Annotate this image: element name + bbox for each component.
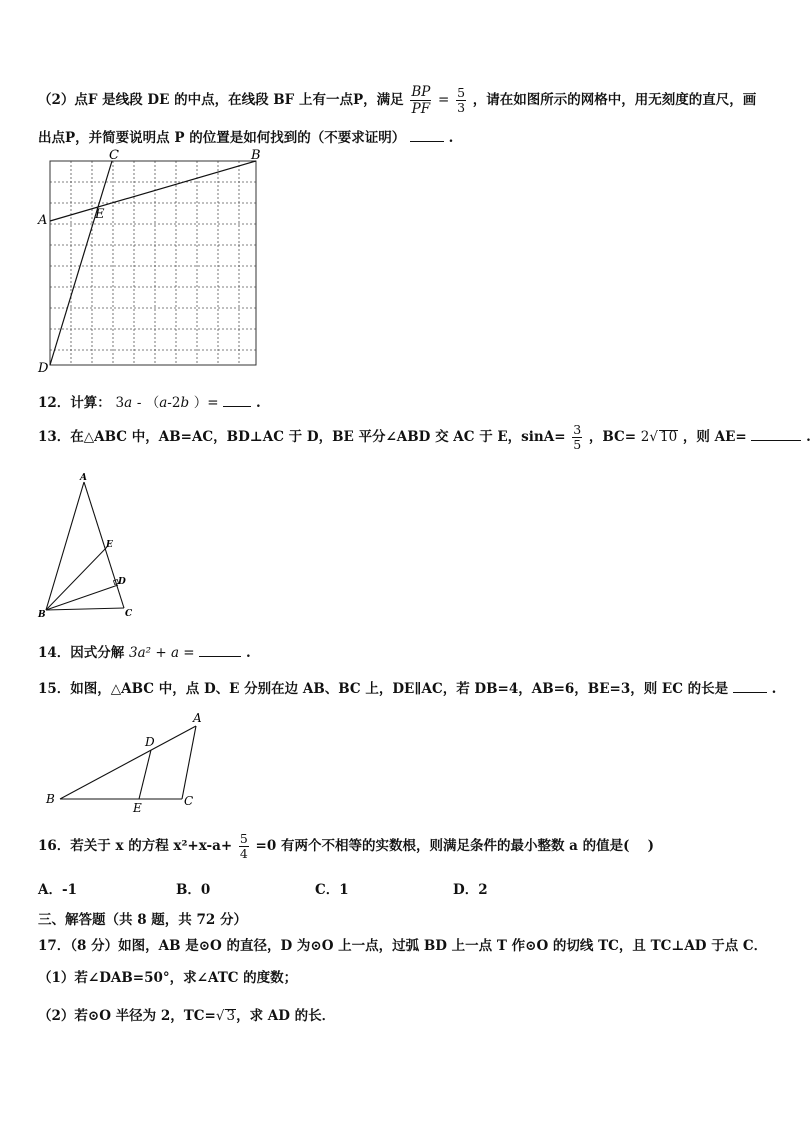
q11-part2-text-cont: ，请在如图所示的网格中，用无刻度的直尺，画 (472, 92, 757, 108)
q13-line (38, 423, 811, 452)
q16-text: 16．若关于 x 的方程 x²+x-a+ (38, 838, 233, 854)
q17-stem: 17．（8 分）如图，AB 是⊙O 的直径，D 为⊙O 上一点，过弧 BD 上一点 T 作⊙O 的切线 TC，且 TC⊥AD 于点 C． (38, 938, 768, 954)
segment-de (139, 750, 151, 799)
q13-end: . (806, 429, 811, 445)
sqrt-sign: √ (649, 429, 658, 445)
similar-triangle-figure (40, 708, 220, 813)
label-b: B (46, 792, 55, 806)
q16-numerator: 5 (239, 831, 248, 846)
label-c: C (109, 148, 119, 163)
segment-cd (50, 161, 112, 365)
answer-blank[interactable] (733, 680, 767, 693)
ratio-value-numerator: 5 (457, 85, 466, 100)
label-b: B (251, 148, 261, 163)
label-d: D (118, 577, 126, 587)
q12-mid: - （ (136, 395, 160, 411)
bc-radicand: 10 (660, 429, 678, 445)
q16-text-cont: =0 有两个不相等的实数根，则满足条件的最小整数 a 的值是( ) (255, 838, 655, 854)
tc-radicand: 3 (226, 1008, 236, 1024)
label-a: A (80, 473, 87, 483)
label-c: C (125, 609, 133, 619)
ratio-fraction (410, 84, 431, 117)
q12-var-a: a (124, 395, 133, 411)
ratio-value-denominator: 3 (457, 100, 466, 115)
label-a: A (38, 213, 48, 228)
q17-sub2-text-cont: ，求 AD 的长． (236, 1008, 336, 1024)
q17-sub1: （1）若∠DAB=50°，求∠ATC 的度数； (38, 970, 298, 986)
q17-sub2 (38, 1004, 335, 1024)
q16-denominator: 4 (239, 846, 248, 861)
q12-prefix: 12．计算： (38, 395, 111, 411)
label-c: C (184, 794, 194, 808)
side-ab (60, 726, 196, 799)
q15-end: . (771, 681, 777, 697)
triangle-figure (32, 470, 142, 620)
side-ac (84, 482, 124, 608)
segment-ab (50, 161, 256, 221)
q12-var-a2: a (159, 395, 168, 411)
q14-line (38, 641, 251, 661)
q11-part2-line2 (38, 126, 453, 146)
q17-sub2-text: （2）若⊙O 半径为 2，TC= (38, 1008, 216, 1024)
q14-expression: 3a² + a = (129, 645, 195, 661)
q13-text: 13．在△ABC 中，AB=AC，BD⊥AC 于 D，BE 平分∠ABD 交 AC 于 E，sinA= (38, 429, 566, 445)
q13-text-ae: ，则 AE= (682, 429, 747, 445)
q12-end: . (256, 395, 261, 411)
q15-text: 15．如图，△ABC 中，点 D、E 分别在边 AB、BC 上，DE∥AC，若 DB=4，AB=6，BE=3，则 EC 的长是 (38, 681, 729, 697)
side-ac (182, 726, 196, 799)
q11-end: . (448, 130, 454, 146)
sin-fraction (572, 423, 582, 452)
label-e: E (95, 207, 105, 222)
ratio-denominator: PF (411, 101, 431, 117)
ratio-value (456, 86, 466, 115)
q14-prefix: 14．因式分解 (38, 645, 125, 661)
section-title: 三、解答题（共 8 题，共 72 分） (38, 912, 247, 928)
q12-close: ）= (193, 395, 219, 411)
q15-line (38, 677, 776, 697)
q12-var-b: b (180, 395, 190, 411)
option-c[interactable]: C．1 (315, 882, 349, 898)
option-a[interactable]: A．-1 (38, 882, 77, 898)
side-bc (46, 608, 124, 610)
q16-fraction (239, 832, 249, 861)
label-e: E (106, 540, 113, 550)
answer-blank[interactable] (199, 644, 241, 657)
label-e: E (133, 801, 142, 815)
q12-coef: 3 (115, 395, 125, 411)
ratio-numerator: BP (411, 84, 431, 100)
q12-line (38, 391, 261, 411)
option-d[interactable]: D．2 (453, 882, 488, 898)
label-b: B (38, 610, 46, 620)
sqrt-sign: √ (215, 1008, 225, 1024)
label-d: D (145, 735, 155, 749)
q11-part2-line1 (38, 84, 756, 117)
q11-part2-line2-text: 出点P，并简要说明点 P 的位置是如何找到的（不要求证明） (38, 130, 406, 146)
answer-blank[interactable] (751, 428, 801, 441)
bc-coefficient: 2 (640, 429, 650, 445)
option-b[interactable]: B．0 (176, 882, 211, 898)
answer-blank[interactable] (223, 394, 251, 407)
ratio-equals: = (438, 92, 450, 108)
q11-part2-text: （2）点F 是线段 DE 的中点，在线段 BF 上有一点P，满足 (38, 92, 404, 108)
q14-end: . (246, 645, 251, 661)
q12-coef-b: -2 (167, 395, 181, 411)
answer-blank[interactable] (410, 129, 444, 142)
grid-figure (30, 146, 280, 376)
sin-numerator: 3 (573, 422, 582, 437)
q13-text-bc: ，BC= (588, 429, 637, 445)
segment-bd (46, 585, 118, 610)
label-d: D (38, 361, 49, 376)
q16-line (38, 832, 654, 861)
label-a: A (193, 711, 202, 725)
sin-denominator: 5 (573, 437, 582, 452)
